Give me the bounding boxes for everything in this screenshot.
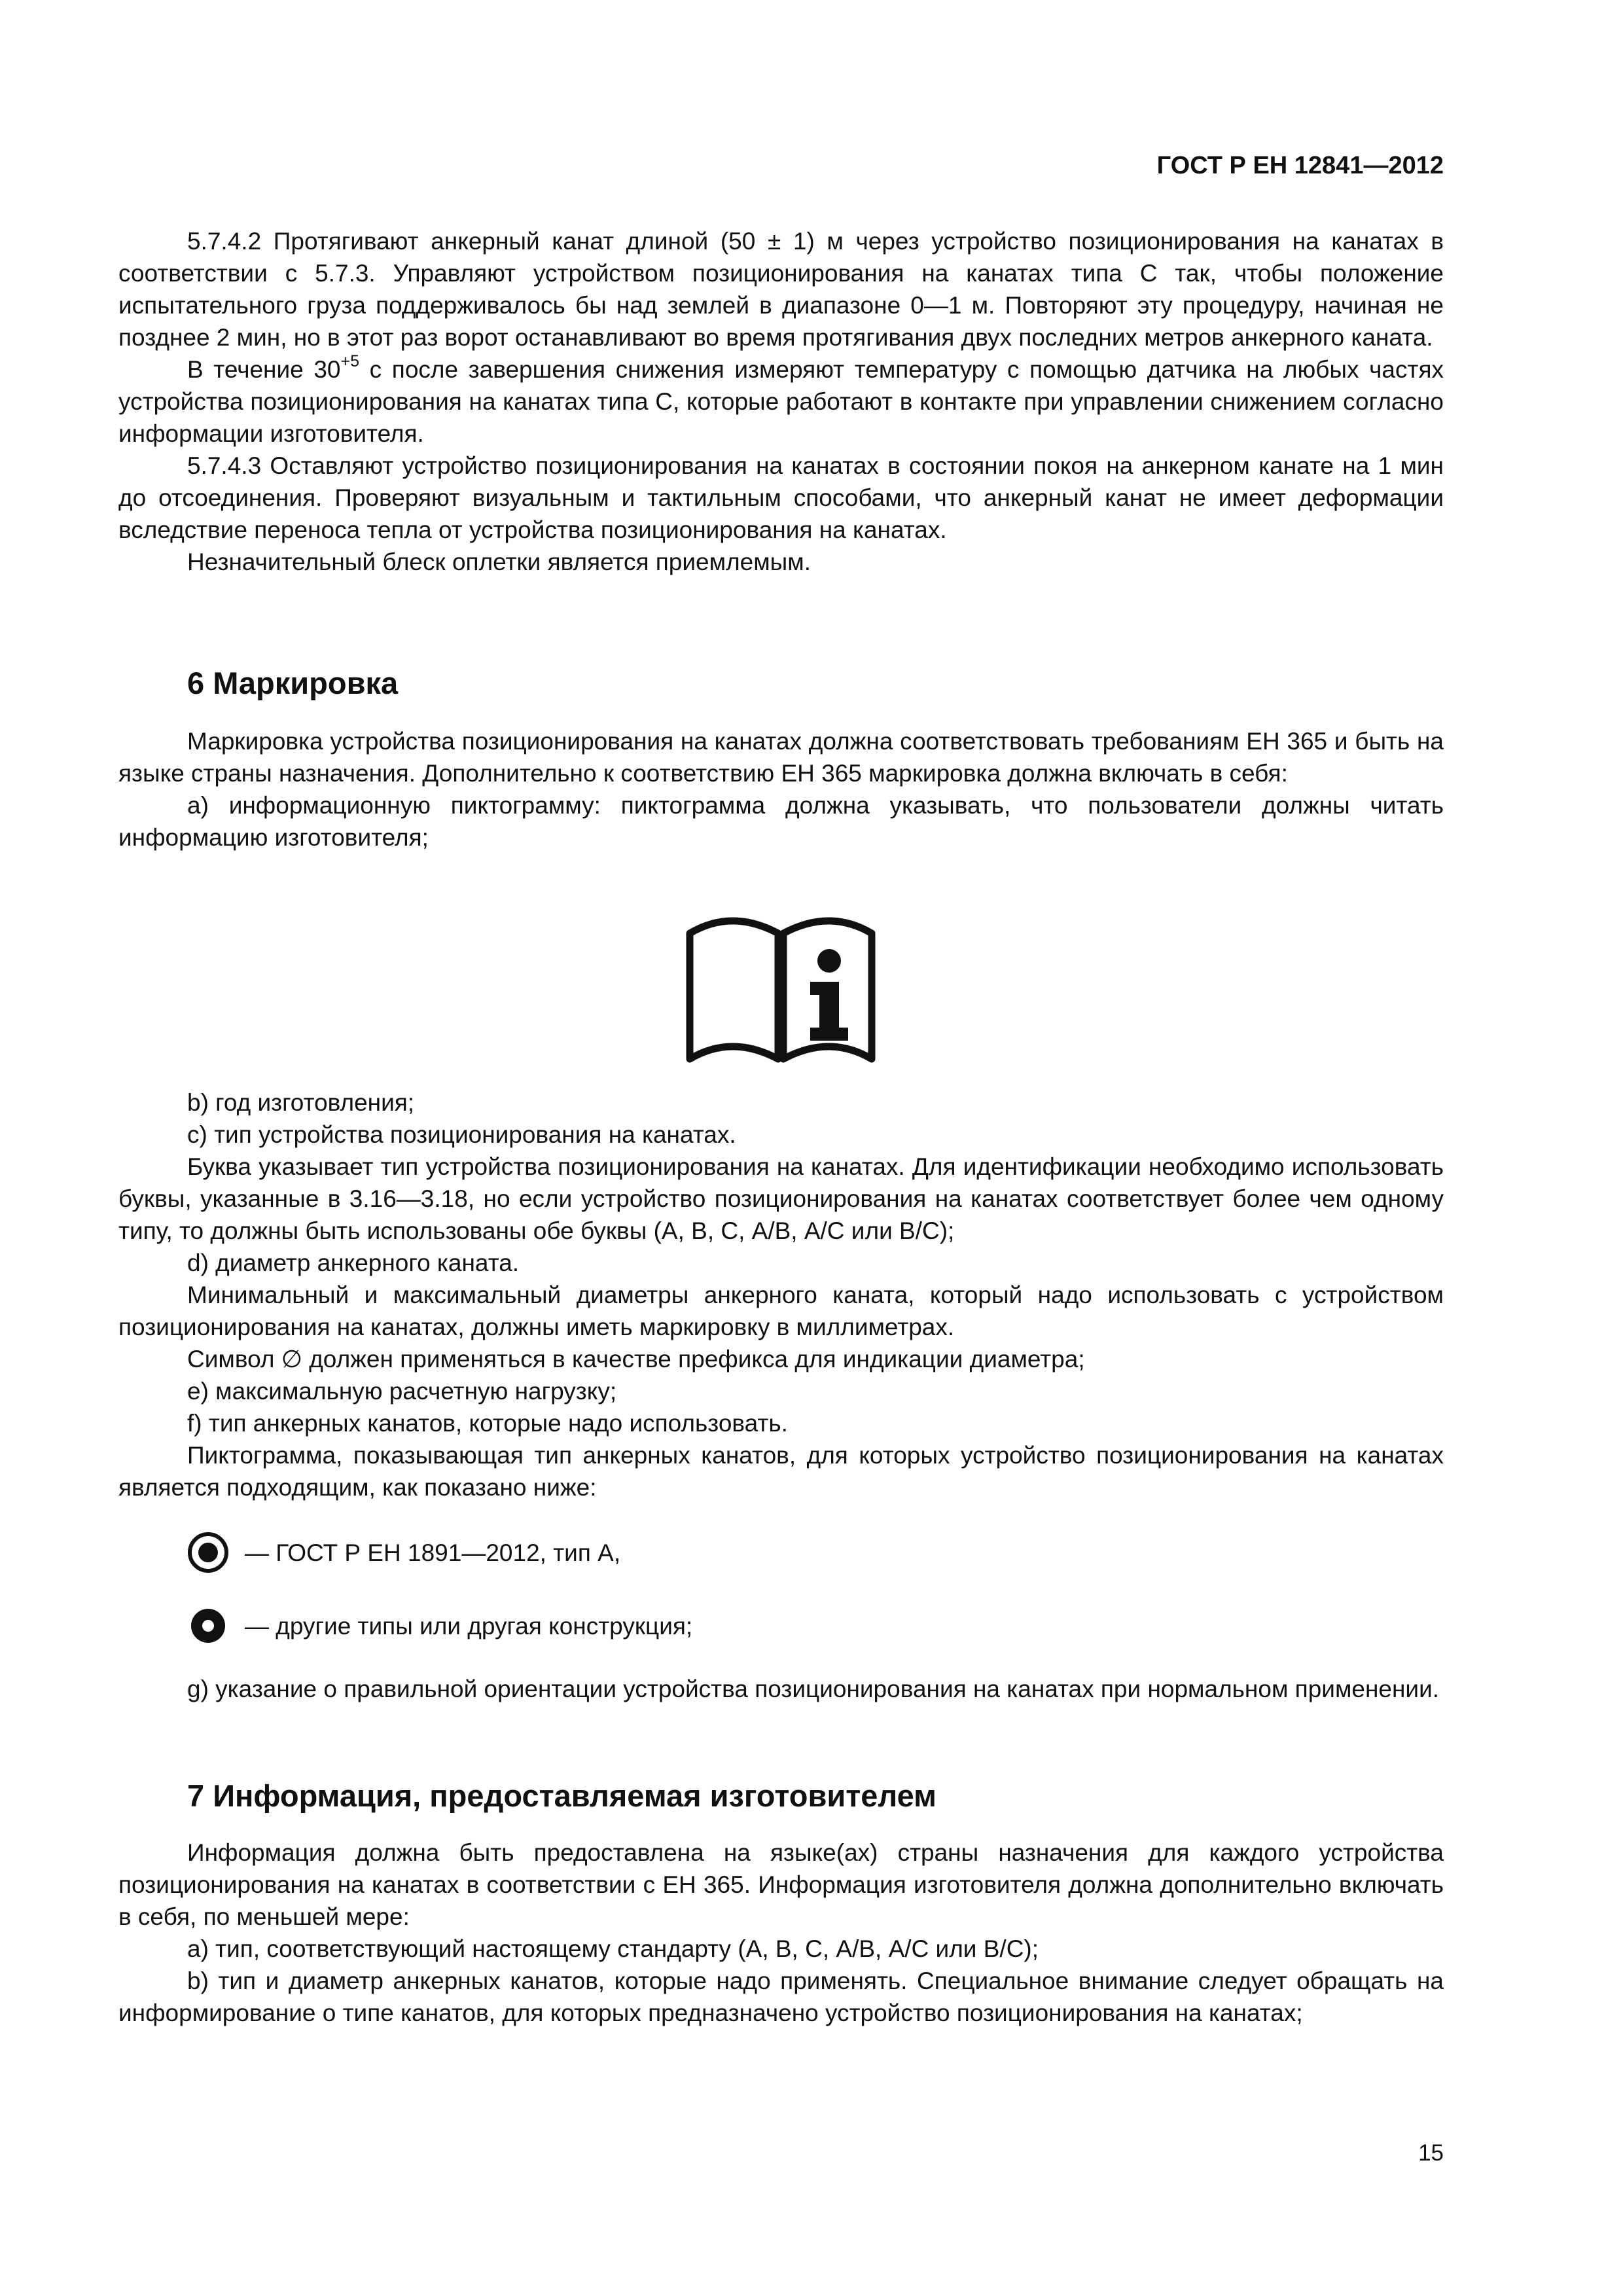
diameter-text-start: Символ — [187, 1346, 281, 1372]
rope-type-label-a: — ГОСТ Р ЕН 1891—2012, тип А, — [245, 1539, 621, 1566]
marking-item-a: a) информационную пиктограмму: пиктограмма должна указывать, что пользователи должны читать информацию изготовителя; — [118, 792, 1444, 851]
section-7-heading: 7 Информация, предоставляемая изготовителем — [187, 1778, 936, 1813]
rope-type-label-other: — другие типы или другая конструкция; — [245, 1612, 693, 1640]
marking-item-g: g) указание о правильной ориентации устройства позиционирования на канатах при нормальном применении. — [187, 1676, 1440, 1702]
diameter-symbol-paragraph — [118, 1343, 1444, 1375]
marking-item-f: f) тип анкерных канатов, которые надо использовать. — [187, 1410, 788, 1437]
rope-type-row-a — [187, 1526, 620, 1579]
marking-item-d-note: Минимальный и максимальный диаметры анкерного каната, который надо использовать с устройством позиционирования на канатах, должны иметь маркировку в миллиметрах. — [118, 1282, 1444, 1340]
clause-5-7-4-block — [118, 225, 1444, 578]
diameter-text-end: должен применяться в качестве префикса для индикации диаметра; — [302, 1346, 1085, 1372]
standard-code-header: ГОСТ Р ЕН 12841—2012 — [1156, 152, 1444, 179]
rope-type-row-other — [187, 1600, 692, 1652]
braid-gloss-paragraph: Незначительный блеск оплетки является приемлемым. — [187, 548, 811, 575]
other-rope-icon — [187, 1605, 229, 1647]
section-6-heading: 6 Маркировка — [187, 666, 399, 700]
time-tolerance-superscript: +5 — [340, 351, 360, 370]
section-6-items-block — [118, 1086, 1444, 1503]
temperature-measurement-paragraph — [118, 353, 1444, 450]
marking-item-b: b) год изготовления; — [187, 1089, 415, 1116]
info-item-a: a) тип, соответствующий настоящему стандарту (А, В, С, А/В, А/С или В/С); — [187, 1935, 1039, 1962]
marking-item-d: d) диаметр анкерного каната. — [187, 1249, 520, 1276]
info-item-b: b) тип и диаметр анкерных канатов, которые надо применять. Специальное внимание следует обращать на информирование о типе канатов, для которых предназначено устройство позиционирования на канатах; — [118, 1967, 1444, 2026]
clause-5-7-4-3-paragraph: 5.7.4.3 Оставляют устройство позиционирования на канатах в состоянии покоя на анкерном канате на 1 мин до отсоединения. Проверяют визуальным и тактильным способами, что анкерный канат не имеет деформации вследствие переноса тепла от устройства позиционирования на канатах. — [118, 452, 1444, 543]
section-6-intro-paragraph: Маркировка устройства позиционирования на канатах должна соответствовать требованиям ЕН 365 и быть на языке страны назначения. Дополнительно к соответствию ЕН 365 маркировка должна включать в себя: — [118, 728, 1444, 787]
page-number: 15 — [1418, 2140, 1444, 2166]
section-6-item-g-block — [118, 1673, 1444, 1705]
section-7-intro-paragraph: Информация должна быть предоставлена на языке(ах) страны назначения для каждого устройства позиционирования на канатах в соответствии с ЕН 365. Информация изготовителя должна дополнительно включать в себя, по меньшей мере: — [118, 1839, 1444, 1930]
kernmantle-rope-icon — [187, 1532, 229, 1573]
section-7-block — [118, 1837, 1444, 2029]
diameter-symbol: ∅ — [281, 1346, 302, 1372]
marking-item-c-note: Буква указывает тип устройства позиционирования на канатах. Для идентификации необходимо использовать буквы, указанные в 3.16—3.18, но если устройство позиционирования на канатах соответствует более чем одному типу, то должны быть использованы обе буквы (А, В, С, А/В, А/С или В/С); — [118, 1153, 1444, 1244]
temperature-text-start: В течение 30 — [187, 356, 341, 383]
section-6-intro-block — [118, 725, 1444, 853]
marking-item-f-note: Пиктограмма, показывающая тип анкерных канатов, для которых устройство позиционирования на канатах является подходящим, как показано ниже: — [118, 1442, 1444, 1501]
temperature-text-end: с после завершения снижения измеряют температуру с помощью датчика на любых частях устройства позиционирования на канатах типа С, которые работают в контакте при управлении снижением согласно информации изготовителя. — [118, 356, 1444, 447]
info-book-icon — [686, 911, 876, 1063]
clause-5-7-4-2-paragraph: 5.7.4.2 Протягивают анкерный канат длиной (50 ± 1) м через устройство позиционирования на канатах в соответствии с 5.7.3. Управляют устройством позиционирования на канатах типа С так, чтобы положение испытательного груза поддерживалось бы над землей в диапазоне 0—1 м. Повторяют эту процедуру, начиная не позднее 2 мин, но в этот раз ворот останавливают во время протягивания двух последних метров анкерного каната. — [118, 228, 1444, 351]
marking-item-c: c) тип устройства позиционирования на канатах. — [187, 1121, 736, 1148]
marking-item-e: e) максимальную расчетную нагрузку; — [187, 1378, 617, 1405]
